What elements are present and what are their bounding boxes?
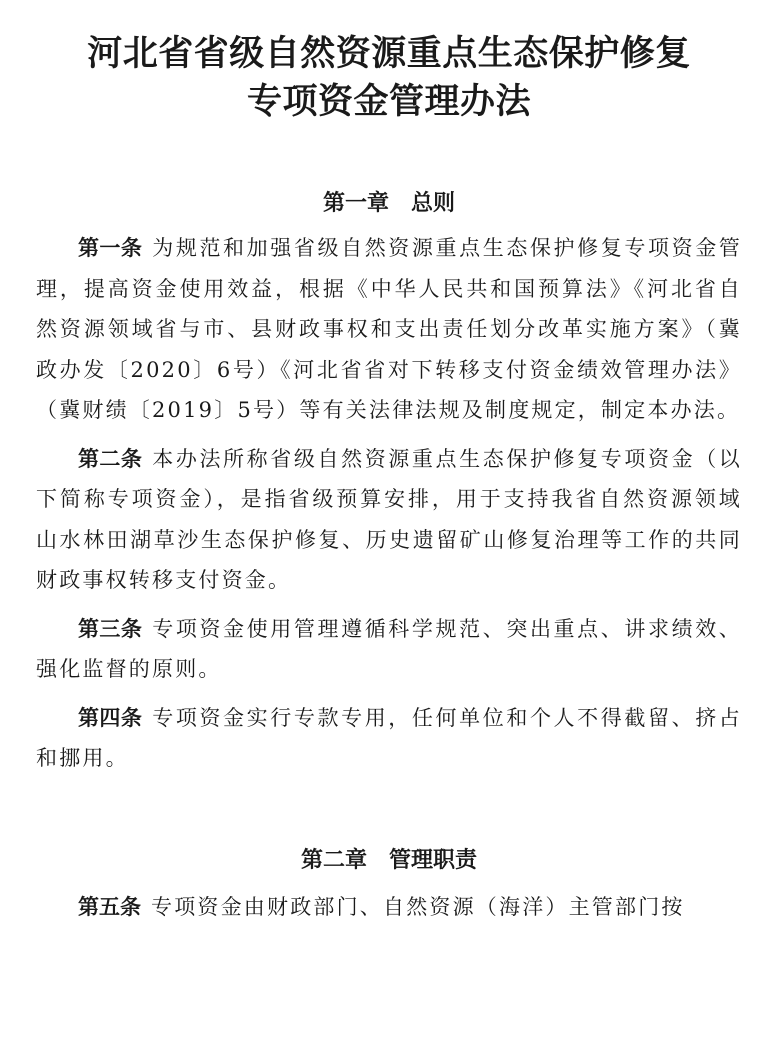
article-5-text: 专项资金由财政部门、自然资源（海洋）主管部门按: [151, 894, 685, 919]
article-5: [36, 887, 742, 928]
article-4-text: 专项资金实行专款专用，任何单位和个人不得截留、挤占和挪用。: [36, 705, 743, 770]
article-2-text: 本办法所称省级自然资源重点生态保护修复专项资金（以下简称专项资金），是指省级预算安排，用于支持我省自然资源领域山水林田湖草沙生态保护修复、历史遗留矿山修复治理等工作的共同财政事权转移支付资金。: [36, 446, 743, 592]
article-3-text: 专项资金使用管理遵循科学规范、突出重点、讲求绩效、强化监督的原则。: [36, 616, 743, 681]
article-2-label: 第二条: [78, 446, 143, 471]
article-3-label: 第三条: [78, 616, 143, 641]
article-5-label: 第五条: [78, 894, 141, 919]
article-3: [36, 609, 742, 690]
title-line-1: 河北省省级自然资源重点生态保护修复: [87, 34, 691, 74]
chapter-1-heading: 第一章 总则: [322, 191, 455, 216]
article-1-text: 为规范和加强省级自然资源重点生态保护修复专项资金管理，提高资金使用效益，根据《中华人民共和国预算法》《河北省自然资源领域省与市、县财政事权和支出责任划分改革实施方案》（冀政办发〔2020〕6号）《河北省省对下转移支付资金绩效管理办法》（冀财绩〔2019〕5号）等有关法律法规及制度规定，制定本办法。: [36, 236, 743, 422]
article-4-label: 第四条: [78, 705, 143, 730]
article-1: [36, 228, 742, 431]
chapter-2-heading: 第二章 管理职责: [300, 847, 477, 873]
article-2: [36, 439, 742, 601]
document-title: [36, 30, 742, 126]
article-1-label: 第一条: [78, 236, 143, 260]
article-4: [36, 698, 742, 779]
title-line-2: 专项资金管理办法: [246, 82, 531, 122]
